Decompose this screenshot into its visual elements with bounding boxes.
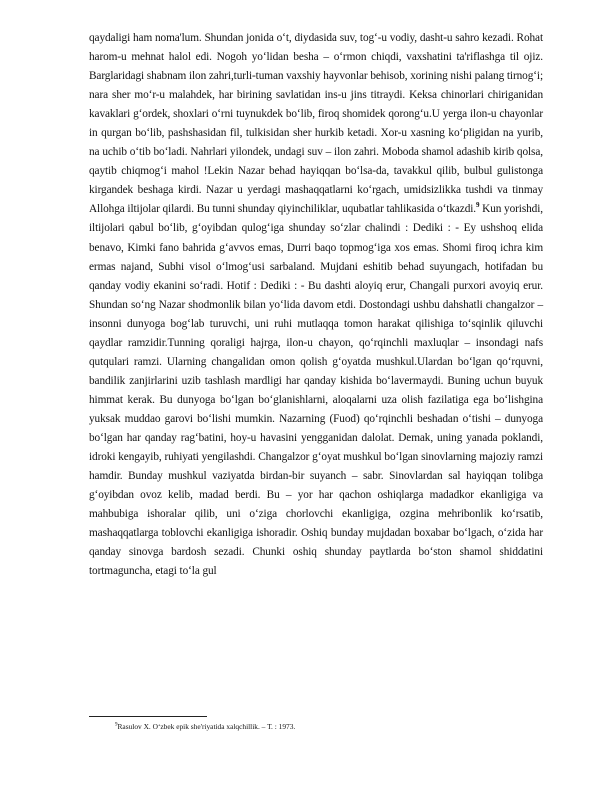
footnote-text: Rasulov X. O‘zbek epik she'riyatida xalqchillik. – T. : 1973. xyxy=(117,722,296,731)
document-page xyxy=(89,29,543,581)
footnote xyxy=(115,722,543,732)
footnote-divider xyxy=(89,716,207,717)
body-paragraph xyxy=(89,29,543,581)
footnote-reference[interactable]: 9 xyxy=(476,201,480,210)
paragraph-text-end: Kun yorishdi, iltijolari qabul bo‘lib, g‘oyibdan qulog‘iga shunday so‘zlar chalindi : Dediki : - Ey ushshoq elida benavo, Kimki fano bahrida g‘avvos emas, Durri baqo topmog‘iga xos emas. Shomi firoq ichra kim ermas najand, Subhi visol o‘lmog‘usi sarbaland. Mujdani eshitib behad suyungach, hotifadan bu qanday vodiy ekanini so‘radi. Hotif : Dediki : - Bu dashti aloyiq erur, Changali purxori avoyiq erur. Shundan so‘ng Nazar shodmonlik bilan yo‘lida davom etdi. Dostondagi ushbu dahshatli changalzor – insonni dunyoga bog‘lab turuvchi, uni ruhi mutlaqqa tomon harakat qilishiga to‘sqinlik qiluvchi qaydlar ramzidir.Tunning qoraligi hajrga, ilon-u chayon, qo‘rqinchli maxluqlar – insondagi nafs qutqulari ramzi. Ularning changalidan omon qolish g‘oyatda mushkul.Ulardan bo‘lgan qo‘rquvni, bandilik zanjirlarini uzib tashlash mardligi har qanday kishida bo‘lavermaydi. Buning uchun buyuk himmat kerak. Bu dunyoga bo‘lgan bo‘glanishlarni, aloqalarni uza olish fazilatiga ega bo‘lishgina yuksak muddao garovi bo‘lishi mumkin. Nazarning (Fuod) qo‘rqinchli beshadan o‘tishi – dunyoga bo‘lgan har qanday rag‘batini, hoy-u havasini yengganidan dalolat. Demak, uning yanada poklandi, idroki kengayib, ruhiyati yengilashdi. Changalzor g‘oyat mushkul bo‘lgan sinovlarning majoziy ramzi hamdir. Bunday mushkul vaziyatda birdan-bir suyanch – sabr. Sinovlardan sal hayiqqan tolibga g‘oyibdan ovoz kelib, madad berdi. Bu – yor har qachon oshiqlarga madadkor ekanligiga va mahbubiga ishoralar qilib, uni o‘ziga chorlovchi ekanligiga, ozgina mehribonlik ko‘rsatib, mashaqqatlarga toblovchi ekanligiga ishoradir. Oshiq bunday mujdadan boxabar bo‘lgach, o‘zida har qanday sinovga bardosh sezadi. Chunki oshiq shunday paytlarda bo‘ston shamol shiddatini tortmaguncha, etagi to‘la gul xyxy=(89,203,543,578)
paragraph-text-start: qaydaligi ham noma'lum. Shundan jonida o‘t, diydasida suv, tog‘-u vodiy, dasht-u sahro kezadi. Rohat harom-u mehnat halol edi. Nogoh yo‘lidan besha – o‘rmon chiqdi, vaxshatini ta'riflashga til ojiz. Barglaridagi shabnam ilon zahri,turli-tuman vaxshiy hayvonlar behisob, xorining nishi palang tirnog‘i; nara sher mo‘r-u malahdek, har birining savlatidan ins-u jins titraydi. Keksa chinorlari chiriganidan kavaklari g‘ordek, shoxlari o‘rni tuynukdek bo‘lib, firoq shomidek qorong‘u.U yerga ilon-u chayonlar in qurgan bo‘lib, pashshasidan fil, tulkisidan sher hurkib ketadi. Xor-u xasning ko‘pligidan na yurib, na uchib o‘tib bo‘ladi. Nahrlari yilondek, undagi suv – ilon zahri. Moboda shamol adashib kirib qolsa, qaytib chiqmog‘i mahol !Lekin Nazar behad hayiqqan bo‘lsa-da, tavakkul qilib, bulbul gulistonga kirgandek beshaga kirdi. Nazar u yerdagi mashaqqatlarni ko‘rgach, umidsizlikka tushdi va tinmay Allohga iltijolar qilardi. Bu tunni shunday qiyinchiliklar, uqubatlar tahlikasida o‘tkazdi. xyxy=(89,32,543,216)
footnote-number: 9 xyxy=(115,722,118,728)
